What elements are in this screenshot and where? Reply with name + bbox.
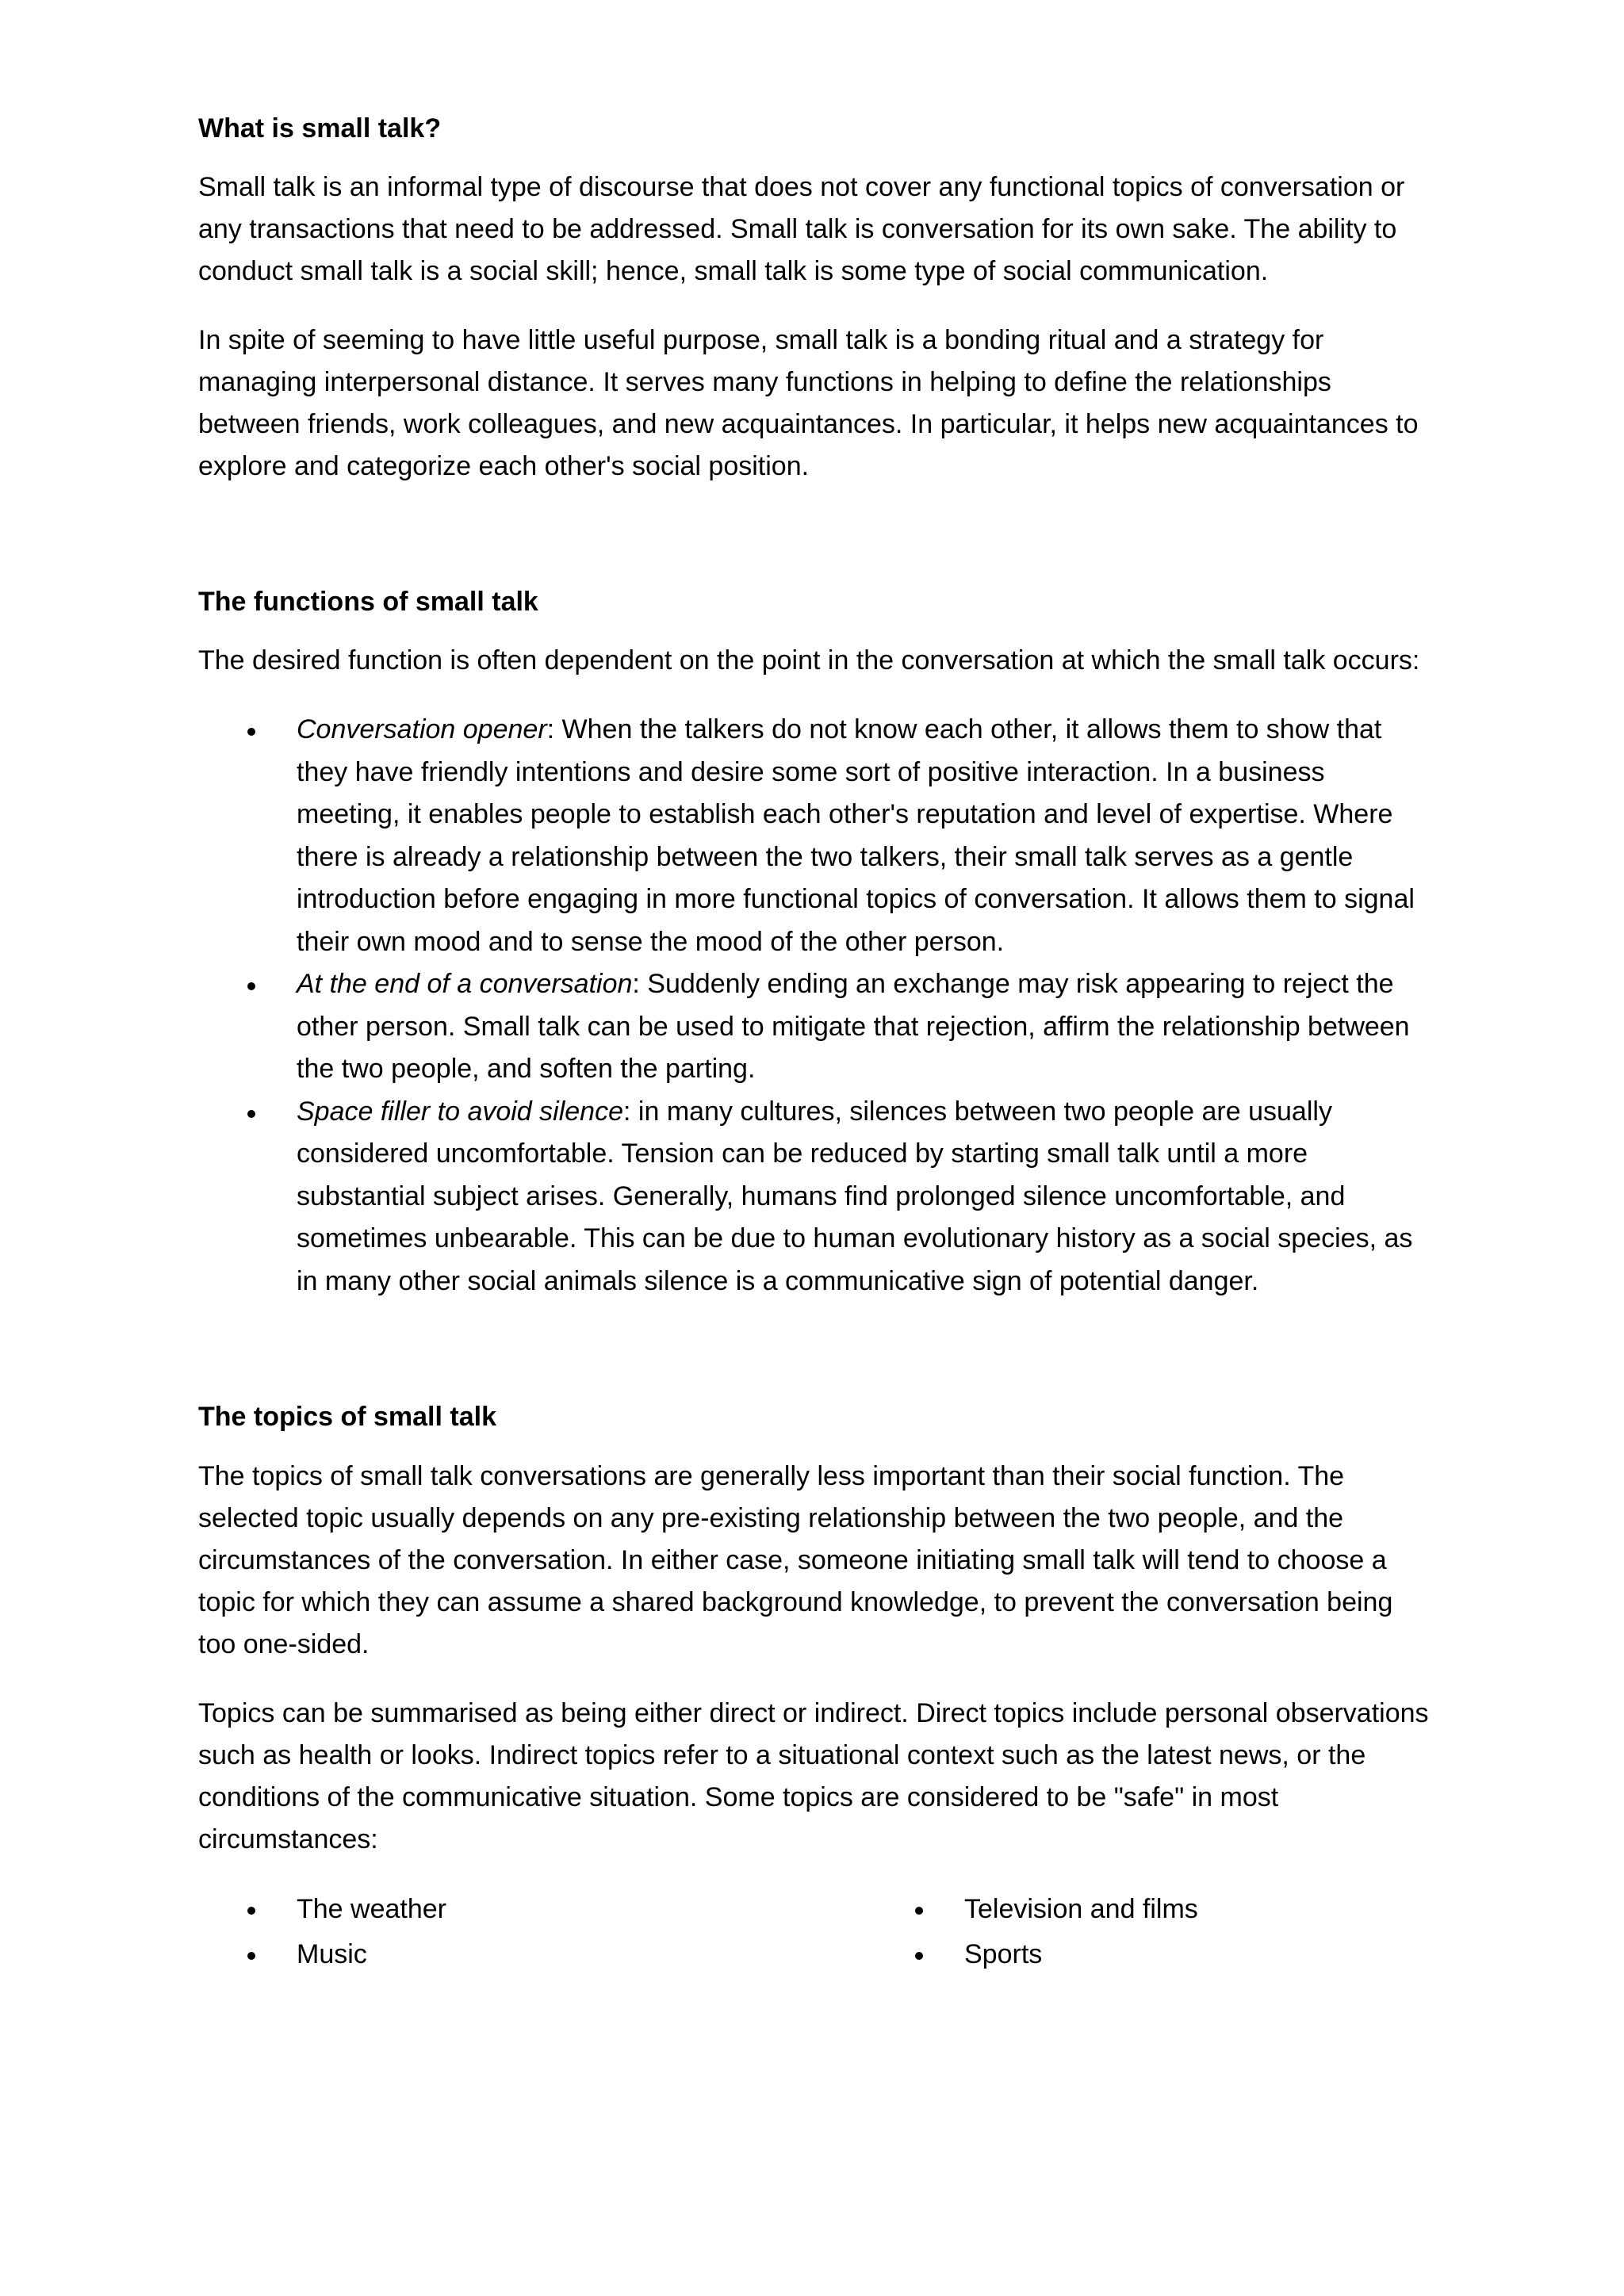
topic-label: The weather — [297, 1893, 446, 1924]
section-spacer — [198, 1330, 1435, 1399]
list-item-text: : Suddenly ending an exchange may risk appearing to reject the other person. Small talk can be used to mitigate that rejection, affirm the relationship between the two people, and soften the parting. — [297, 969, 1410, 1085]
bullet-icon — [247, 1907, 255, 1915]
bullet-icon — [247, 982, 255, 990]
paragraph-functions-intro: The desired function is often dependent on the point in the conversation at which the small talk occurs: — [198, 645, 1420, 676]
list-item-term: At the end of a conversation — [297, 969, 633, 1000]
topic-label: Music — [297, 1938, 367, 1969]
topic-item-weather — [198, 1888, 866, 1931]
list-item-text: : When the talkers do not know each other, it allows them to show that they have friendly intentions and desire some sort of positive interaction. In a business meeting, it enables people to establish each other's reputation and level of expertise. Where there is already a relationship between the two talkers, their small talk serves as a gentle introduction before engaging in more functional topics of conversation. It allows them to signal their own mood and to sense the mood of the other person. — [297, 714, 1415, 957]
heading-what-is-small-talk: What is small talk? — [198, 113, 442, 144]
safe-topics-list — [198, 1888, 1435, 1976]
document-page — [198, 111, 1435, 1976]
bullet-icon — [247, 1952, 255, 1960]
paragraph-purpose: In spite of seeming to have little useful purpose, small talk is a bonding ritual and a strategy for managing interpersonal distance. It serves many functions in helping to define the relationships between friends, work colleagues, and new acquaintances. In particular, it helps new acquaintances to explore and categorize each other's social position. — [198, 325, 1419, 482]
topic-item-television-films — [866, 1888, 1421, 1931]
bullet-icon — [915, 1952, 923, 1960]
topic-label: Sports — [964, 1938, 1043, 1969]
heading-functions: The functions of small talk — [198, 587, 538, 618]
list-item-text: : in many cultures, silences between two people are usually considered uncomfortable. Tension can be reduced by starting small talk until a more substantial subject arises. Generally, humans find prolonged silence uncomfortable, and sometimes unbearable. This can be due to human evolutionary history as a social species, as in many other social animals silence is a communicative sign of potential danger. — [297, 1096, 1413, 1296]
functions-list — [198, 709, 1435, 1303]
topic-label: Television and films — [964, 1893, 1198, 1924]
paragraph-definition: Small talk is an informal type of discourse that does not cover any functional topics of conversation or any transactions that need to be addressed. Small talk is conversation for its own sake. The ability to conduct small talk is a social skill; hence, small talk is some type of social communication. — [198, 172, 1405, 287]
list-item-end-of-conversation — [198, 963, 1435, 1091]
topic-item-music — [198, 1933, 866, 1976]
bullet-icon — [247, 728, 255, 736]
list-item-term: Conversation opener — [297, 714, 547, 745]
bullet-icon — [247, 1110, 255, 1118]
list-item-conversation-opener — [198, 709, 1435, 963]
section-spacer — [198, 515, 1435, 584]
paragraph-topics-importance: The topics of small talk conversations are generally less important than their social function. The selected topic usually depends on any pre-existing relationship between the two people, and the circumstances of the conversation. In either case, someone initiating small talk will tend to choose a topic for which they can assume a shared background knowledge, to prevent the conversation being too one-sided. — [198, 1460, 1393, 1659]
heading-topics: The topics of small talk — [198, 1402, 496, 1433]
paragraph-topics-types: Topics can be summarised as being either direct or indirect. Direct topics include personal observations such as health or looks. Indirect topics refer to a situational context such as the latest news, or the conditions of the communicative situation. Some topics are considered to be "safe" in most circumstances: — [198, 1697, 1429, 1854]
bullet-icon — [915, 1907, 923, 1915]
topic-item-sports — [866, 1933, 1421, 1976]
list-item-term: Space filler to avoid silence — [297, 1096, 624, 1127]
list-item-space-filler — [198, 1091, 1435, 1303]
